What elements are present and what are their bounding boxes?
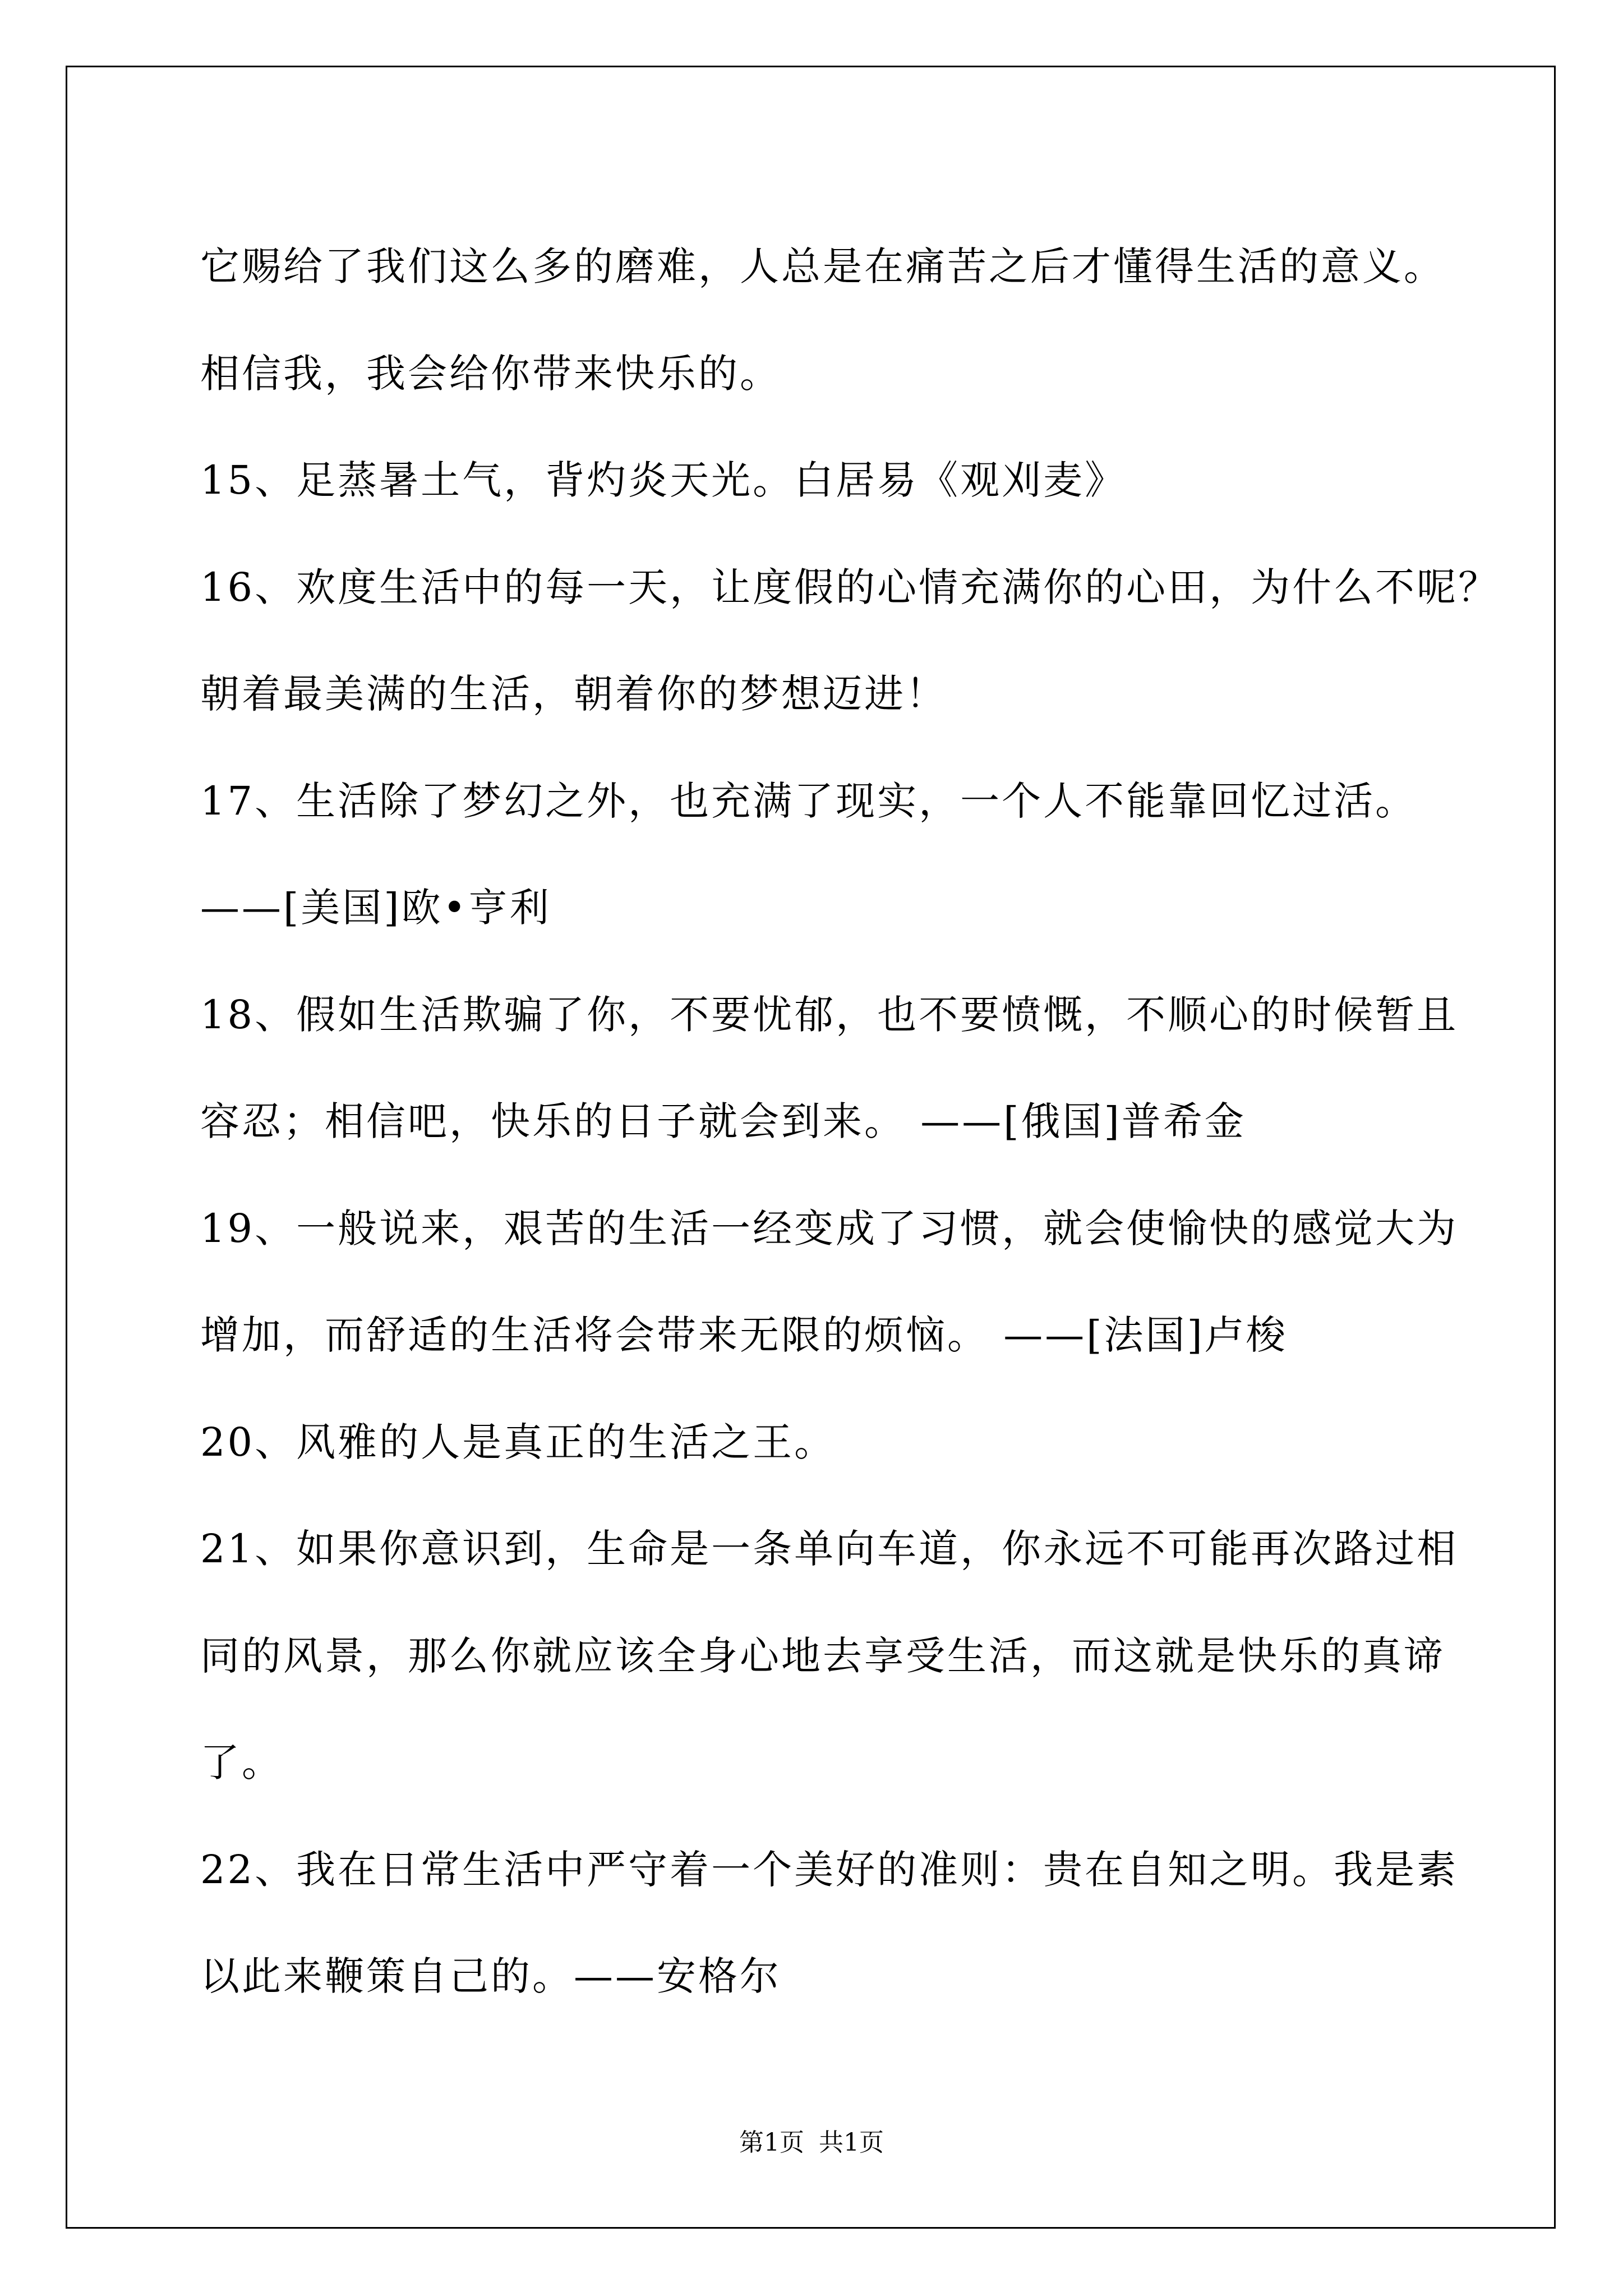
- text-line: 同的风景，那么你就应该全身心地去享受生活，而这就是快乐的真谛: [200, 1632, 1445, 1679]
- text-line: 19、一般说来，艰苦的生活一经变成了习惯，就会使愉快的感觉大为: [200, 1205, 1459, 1251]
- text-line: 18、假如生活欺骗了你，不要忧郁，也不要愤慨，不顺心的时候暂且: [200, 991, 1459, 1038]
- page-number-current: 第1页: [739, 2128, 804, 2157]
- text-line: 相信我，我会给你带来快乐的。: [200, 350, 781, 397]
- text-line: 容忍；相信吧，快乐的日子就会到来。 ——[俄国]普希金: [200, 1098, 1246, 1144]
- text-line: 20、风雅的人是真正的生活之王。: [200, 1419, 836, 1465]
- text-line: 21、如果你意识到，生命是一条单向车道，你永远不可能再次路过相: [200, 1526, 1459, 1572]
- text-line: 16、欢度生活中的每一天，让度假的心情充满你的心田，为什么不呢？: [200, 564, 1500, 610]
- page-number-total: 共1页: [819, 2128, 884, 2157]
- text-line: ——[美国]欧•亨利: [200, 885, 551, 931]
- text-line: 了。: [200, 1740, 283, 1786]
- page-footer: [0, 2126, 1623, 2160]
- text-line: 22、我在日常生活中严守着一个美好的准则：贵在自知之明。我是素: [200, 1846, 1459, 1893]
- document-body: [200, 213, 1500, 2030]
- text-line: 17、生活除了梦幻之外，也充满了现实，一个人不能靠回忆过活。: [200, 777, 1417, 824]
- text-line: 它赐给了我们这么多的磨难，人总是在痛苦之后才懂得生活的意义。: [200, 243, 1445, 289]
- text-line: 增加，而舒适的生活将会带来无限的烦恼。 ——[法国]卢梭: [200, 1312, 1288, 1358]
- text-line: 以此来鞭策自己的。——安格尔: [200, 1953, 781, 1999]
- text-line: 15、足蒸暑土气，背灼炎天光。白居易《观刈麦》: [200, 457, 1127, 503]
- text-line: 朝着最美满的生活，朝着你的梦想迈进！: [200, 671, 947, 717]
